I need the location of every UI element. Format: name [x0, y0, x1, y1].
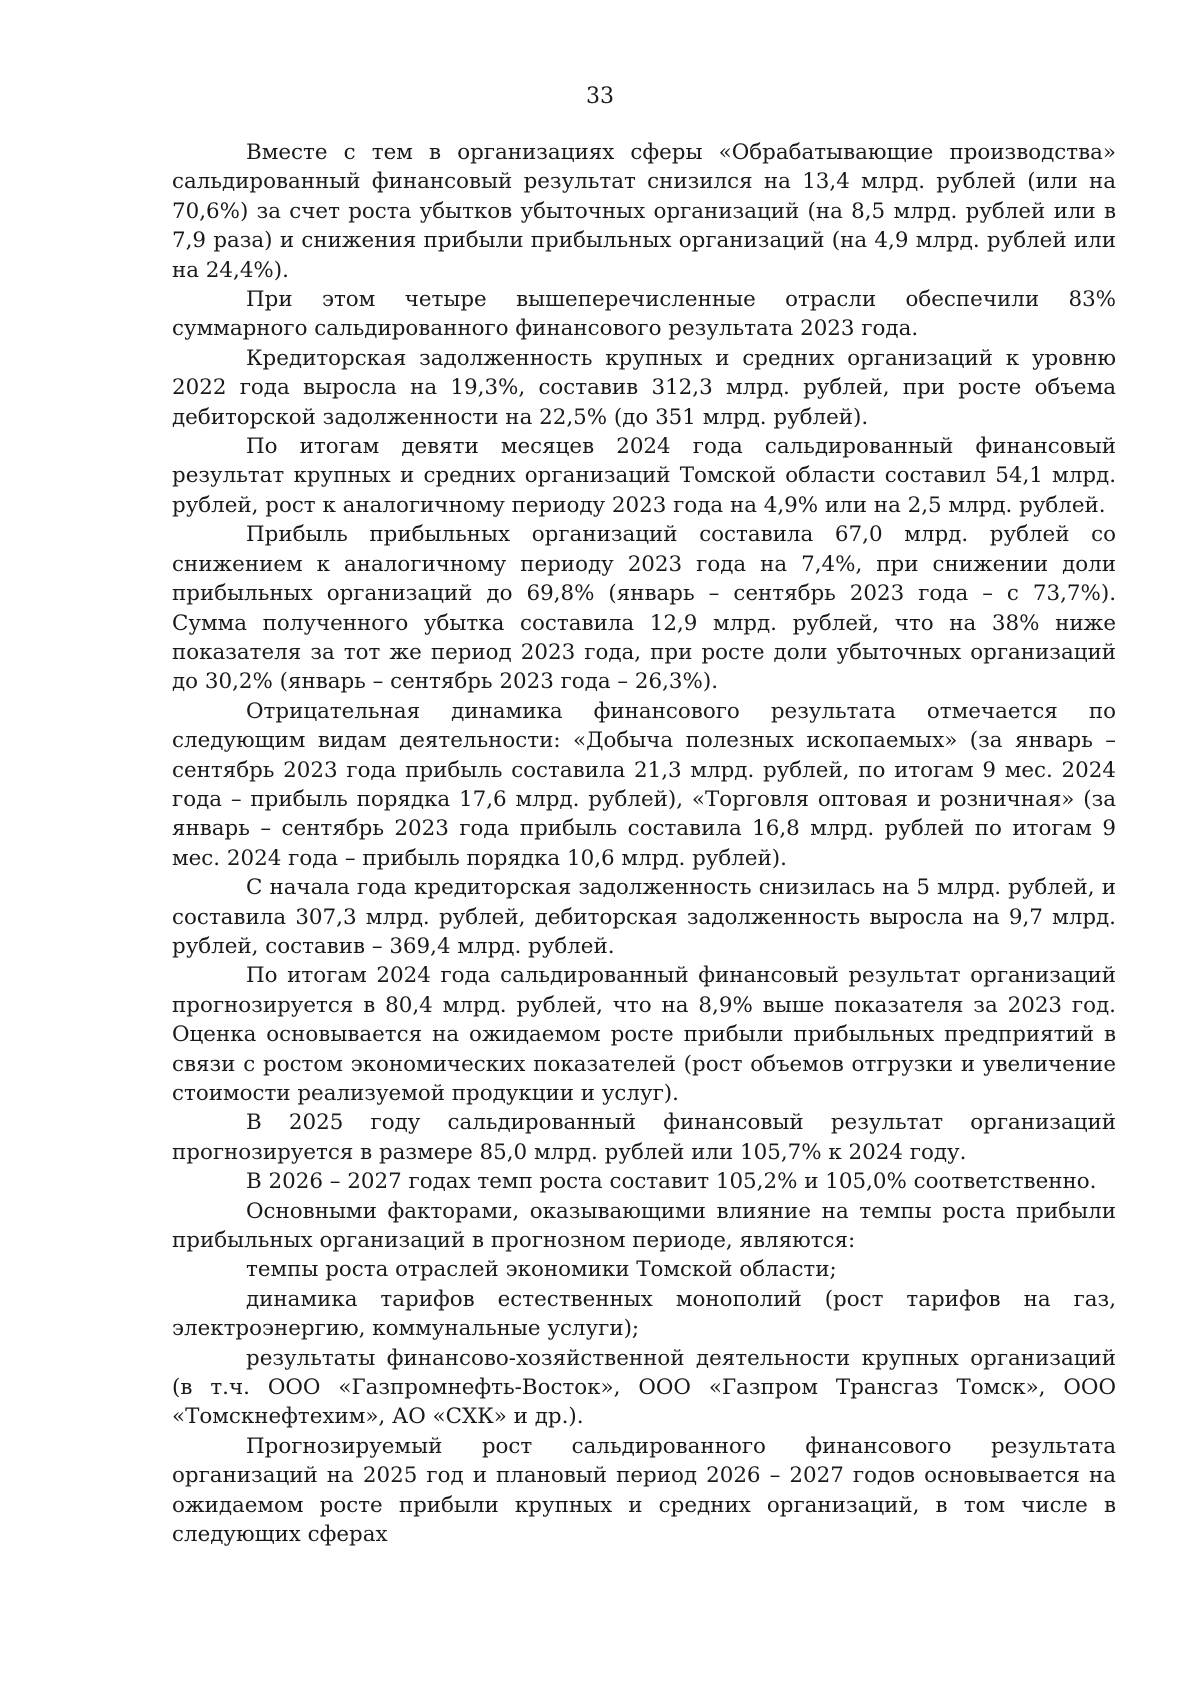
list-item: темпы роста отраслей экономики Томской области; [246, 1257, 837, 1283]
paragraph: Прогнозируемый рост сальдированного финансового результата организаций на 2025 год и плановый период 2026 – 2027 годов основывается на ожидаемом росте прибыли крупных и средних организаций, в том числе в следующих сферах [172, 1433, 1116, 1548]
paragraph: По итогам девяти месяцев 2024 года сальдированный финансовый результат крупных и средних организаций Томской области составил 54,1 млрд. рублей, рост к аналогичному периоду 2023 года на 4,9% или на 2,5 млрд. рублей. [172, 434, 1116, 518]
document-body [172, 138, 1116, 1550]
paragraph: Кредиторская задолженность крупных и средних организаций к уровню 2022 года выросла на 19,3%, составив 312,3 млрд. рублей, при росте объема дебиторской задолженности на 22,5% (до 351 млрд. рублей). [172, 345, 1116, 430]
paragraph: Отрицательная динамика финансового результата отмечается по следующим видам деятельности: «Добыча полезных ископаемых» (за январь – сентябрь 2023 года прибыль составила 21,3 млрд. рублей, по итогам 9 мес. 2024 года – прибыль порядка 17,6 млрд. рублей), «Торговля оптовая и розничная» (за январь – сентябрь 2023 года прибыль составила 16,8 млрд. рублей по итогам 9 мес. 2024 года – прибыль порядка 10,6 млрд. рублей). [172, 698, 1116, 871]
paragraph: По итогам 2024 года сальдированный финансовый результат организаций прогнозируется в 80,4 млрд. рублей, что на 8,9% выше показателя за 2023 год. Оценка основывается на ожидаемом росте прибыли прибыльных предприятий в связи с ростом экономических показателей (рост объемов отгрузки и увеличение стоимости реализуемой продукции и услуг). [172, 963, 1116, 1106]
page-number: 33 [586, 84, 614, 109]
list-item: результаты финансово-хозяйственной деятельности крупных организаций (в т.ч. ООО «Газпромнефть-Восток», ООО «Газпром Трансгаз Томск», ООО «Томскнефтехим», АО «СХК» и др.). [172, 1345, 1116, 1430]
list-item: динамика тарифов естественных монополий (рост тарифов на газ, электроэнергию, коммунальные услуги); [172, 1286, 1116, 1342]
paragraph: В 2025 году сальдированный финансовый результат организаций прогнозируется в размере 85,0 млрд. рублей или 105,7% к 2024 году. [172, 1110, 1116, 1165]
paragraph: Основными факторами, оказывающими влияние на темпы роста прибыли прибыльных организаций в прогнозном периоде, являются: [172, 1198, 1116, 1254]
paragraph: В 2026 – 2027 годах темп роста составит 105,2% и 105,0% соответственно. [246, 1169, 1097, 1195]
paragraph: С начала года кредиторская задолженность снизилась на 5 млрд. рублей, и составила 307,3 млрд. рублей, дебиторская задолженность выросла на 9,7 млрд. рублей, составив – 369,4 млрд. рублей. [172, 875, 1116, 959]
paragraph: Вместе с тем в организациях сферы «Обрабатывающие производства» сальдированный финансовый результат снизился на 13,4 млрд. рублей (или на 70,6%) за счет роста убытков убыточных организаций (на 8,5 млрд. рублей или в 7,9 раза) и снижения прибыли прибыльных организаций (на 4,9 млрд. рублей или на 24,4%). [172, 140, 1116, 283]
paragraph: При этом четыре вышеперечисленные отрасли обеспечили 83% суммарного сальдированного финансового результата 2023 года. [172, 287, 1116, 342]
paragraph: Прибыль прибыльных организаций составила 67,0 млрд. рублей со снижением к аналогичному периоду 2023 года на 7,4%, при снижении доли прибыльных организаций до 69,8% (январь – сентябрь 2023 года – с 73,7%). Сумма полученного убытка составила 12,9 млрд. рублей, что на 38% ниже показателя за тот же период 2023 года, при росте доли убыточных организаций до 30,2% (январь – сентябрь 2023 года – 26,3%). [172, 522, 1116, 695]
